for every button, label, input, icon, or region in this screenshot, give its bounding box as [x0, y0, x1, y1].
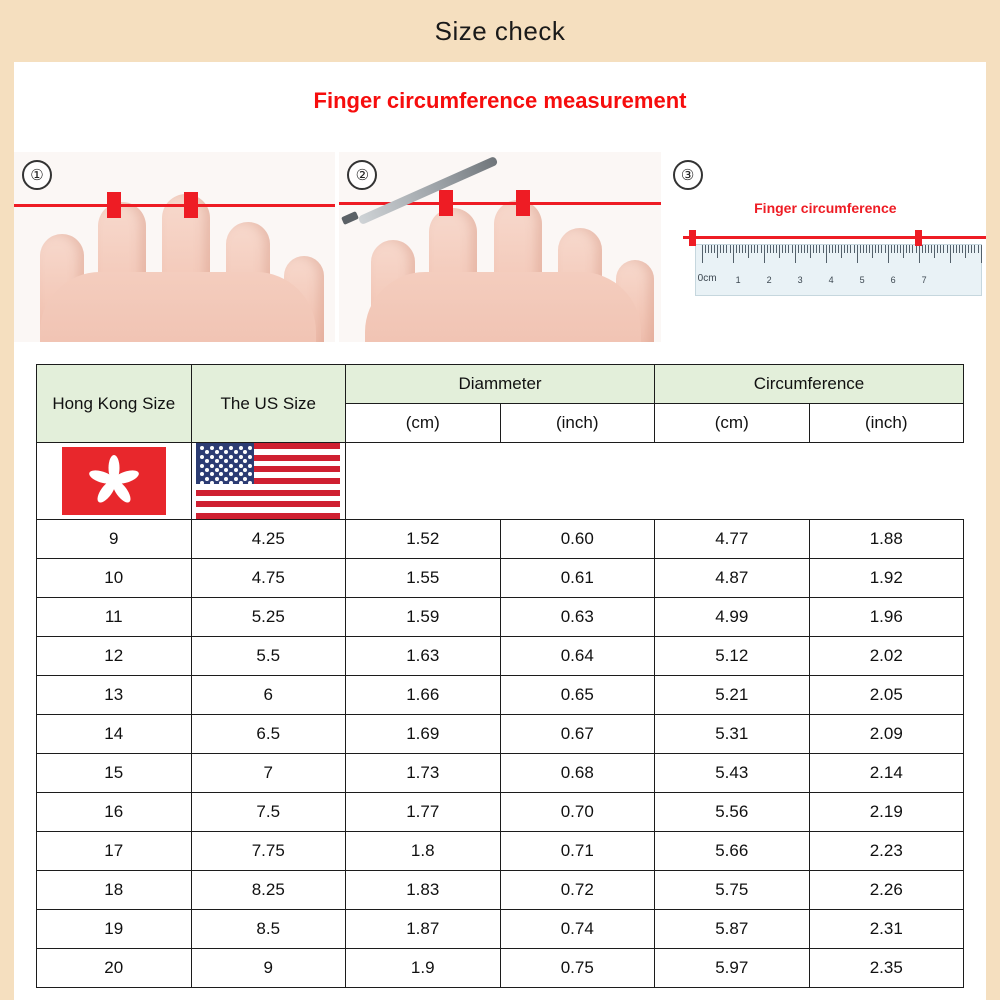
measure-line-1	[14, 204, 335, 207]
flag-star	[219, 446, 223, 450]
ruler-tick	[795, 245, 796, 263]
table-cell: 20	[37, 949, 192, 988]
us-flag-cell	[191, 443, 346, 520]
table-cell: 0.72	[500, 871, 655, 910]
ruler-tick	[764, 245, 765, 263]
table-cell: 9	[191, 949, 346, 988]
table-cell: 5.56	[655, 793, 810, 832]
flag-star	[248, 446, 252, 450]
table-cell: 2.14	[809, 754, 964, 793]
ruler-tick	[872, 245, 873, 258]
ruler-tick	[940, 245, 941, 253]
table-cell: 7	[191, 754, 346, 793]
measure-band-left-2	[439, 190, 453, 216]
table-cell: 0.74	[500, 910, 655, 949]
ruler-illustration	[665, 152, 986, 342]
header-diameter: Diammeter	[346, 365, 655, 404]
table-cell: 0.75	[500, 949, 655, 988]
flag-star	[239, 481, 243, 485]
table-cell: 12	[37, 637, 192, 676]
ruler-tick	[776, 245, 777, 253]
ruler-tick	[723, 245, 724, 253]
ruler-tick	[770, 245, 771, 253]
ruler-tick	[708, 245, 709, 253]
ruler-measure-line	[683, 236, 986, 239]
ruler-tick	[962, 245, 963, 253]
table-cell: 7.5	[191, 793, 346, 832]
flag-row-spacer	[346, 443, 964, 520]
section-subtitle: Finger circumference measurement	[313, 88, 687, 113]
header-circumference: Circumference	[655, 365, 964, 404]
ruler-tick	[925, 245, 926, 253]
ruler-tick	[857, 245, 858, 263]
table-row	[37, 520, 964, 559]
table-cell: 4.75	[191, 559, 346, 598]
unit-circumference-cm: (cm)	[655, 404, 810, 443]
ruler-tick	[804, 245, 805, 253]
flag-star	[215, 468, 219, 472]
ruler-number-label: 2	[766, 275, 772, 285]
ruler-tick	[974, 245, 975, 253]
table-cell: 0.65	[500, 676, 655, 715]
ruler-tick	[875, 245, 876, 253]
table-cell: 1.96	[809, 598, 964, 637]
ruler-tick	[838, 245, 839, 253]
flag-star	[229, 446, 233, 450]
unit-diameter-inch: (inch)	[500, 404, 655, 443]
flag-star	[210, 472, 214, 476]
ruler-number-label: 4	[828, 275, 834, 285]
table-row	[37, 949, 964, 988]
flag-star	[210, 481, 214, 485]
header-us-size: The US Size	[191, 365, 346, 443]
table-row	[37, 676, 964, 715]
united-states-flag-icon	[196, 443, 340, 519]
photo-step-3	[665, 152, 986, 342]
ruler-tick	[847, 245, 848, 253]
table-cell: 10	[37, 559, 192, 598]
table-cell: 0.64	[500, 637, 655, 676]
ruler-tick	[881, 245, 882, 253]
flag-star	[210, 464, 214, 468]
flag-star	[219, 472, 223, 476]
ruler-tick	[897, 245, 898, 253]
flag-star	[243, 459, 247, 463]
table-cell: 2.09	[809, 715, 964, 754]
table-cell: 1.83	[346, 871, 501, 910]
measure-band-left-1	[107, 192, 121, 218]
flag-star	[248, 472, 252, 476]
ruler-caption: Finger circumference	[754, 200, 897, 216]
flag-star	[234, 477, 238, 481]
flag-star	[248, 464, 252, 468]
ruler-tick	[826, 245, 827, 263]
ruler-tick	[919, 245, 920, 263]
table-cell: 1.55	[346, 559, 501, 598]
flag-star	[200, 446, 204, 450]
table-cell: 5.21	[655, 676, 810, 715]
ruler-tick	[773, 245, 774, 253]
photo-step-1	[14, 152, 335, 342]
ruler-tick	[745, 245, 746, 253]
ruler-tick	[754, 245, 755, 253]
size-table-body	[37, 520, 964, 988]
ruler-tick	[965, 245, 966, 258]
flag-star	[224, 459, 228, 463]
flag-star	[248, 455, 252, 459]
flag-star	[229, 455, 233, 459]
flag-star	[215, 450, 219, 454]
table-cell: 0.60	[500, 520, 655, 559]
ruler-tick	[978, 245, 979, 253]
table-cell: 5.31	[655, 715, 810, 754]
table-cell: 9	[37, 520, 192, 559]
ruler-tick	[823, 245, 824, 253]
ruler-tick	[788, 245, 789, 253]
ruler-tick	[950, 245, 951, 263]
table-row	[37, 793, 964, 832]
flag-star	[210, 446, 214, 450]
ruler-tick	[891, 245, 892, 253]
ruler-tick	[956, 245, 957, 253]
ruler-stop-left	[689, 230, 696, 246]
ruler-tick	[779, 245, 780, 258]
ruler-tick	[739, 245, 740, 253]
table-cell: 18	[37, 871, 192, 910]
table-cell: 4.87	[655, 559, 810, 598]
ruler-tick	[792, 245, 793, 253]
ruler-tick	[785, 245, 786, 253]
ruler-tick	[810, 245, 811, 258]
ruler-tick	[761, 245, 762, 253]
table-cell: 2.31	[809, 910, 964, 949]
table-cell: 0.63	[500, 598, 655, 637]
ruler-tick	[819, 245, 820, 253]
ruler-tick	[841, 245, 842, 258]
flag-star	[205, 477, 209, 481]
measurement-photo-strip	[14, 152, 986, 342]
ruler-tick	[807, 245, 808, 253]
ruler-number-label: 5	[859, 275, 865, 285]
table-cell: 5.66	[655, 832, 810, 871]
flag-star	[219, 464, 223, 468]
flag-star	[239, 455, 243, 459]
table-cell: 1.66	[346, 676, 501, 715]
ruler-tick	[934, 245, 935, 258]
ruler-body	[695, 244, 982, 296]
page-title: Size check	[434, 15, 566, 46]
table-cell: 5.87	[655, 910, 810, 949]
ruler-tick	[981, 245, 982, 263]
ruler-tick	[702, 245, 703, 263]
flag-star	[224, 450, 228, 454]
flag-star	[229, 481, 233, 485]
table-cell: 1.87	[346, 910, 501, 949]
ruler-tick	[863, 245, 864, 253]
flag-star	[200, 481, 204, 485]
ruler-tick	[906, 245, 907, 253]
flag-star	[205, 459, 209, 463]
ruler-tick	[878, 245, 879, 253]
ruler-number-label: 3	[797, 275, 803, 285]
table-cell: 5.75	[655, 871, 810, 910]
table-row	[37, 598, 964, 637]
ruler-tick	[832, 245, 833, 253]
ruler-stop-right	[915, 230, 922, 246]
table-cell: 2.35	[809, 949, 964, 988]
flag-star	[205, 468, 209, 472]
ruler-tick	[909, 245, 910, 253]
flag-star	[239, 464, 243, 468]
hand-illustration-1	[14, 152, 335, 342]
hand-illustration-2	[339, 152, 660, 342]
ruler-tick	[733, 245, 734, 263]
table-cell: 0.61	[500, 559, 655, 598]
table-cell: 11	[37, 598, 192, 637]
ruler-tick	[922, 245, 923, 253]
size-table	[36, 364, 964, 988]
ruler-tick	[931, 245, 932, 253]
ruler-tick	[767, 245, 768, 253]
table-cell: 19	[37, 910, 192, 949]
table-cell: 4.77	[655, 520, 810, 559]
ruler-number-label: 6	[890, 275, 896, 285]
ruler-number-label: 7	[921, 275, 927, 285]
ruler-tick	[888, 245, 889, 263]
flag-star	[239, 446, 243, 450]
table-cell: 1.88	[809, 520, 964, 559]
table-cell: 8.25	[191, 871, 346, 910]
table-cell: 17	[37, 832, 192, 871]
ruler-tick	[953, 245, 954, 253]
table-row	[37, 754, 964, 793]
ruler-tick	[894, 245, 895, 253]
photo-step-number-1: ①	[22, 160, 52, 190]
flag-star	[210, 455, 214, 459]
flag-star	[200, 472, 204, 476]
hong-kong-flag-icon	[62, 447, 166, 515]
table-cell: 1.8	[346, 832, 501, 871]
flag-stripe	[196, 513, 340, 519]
flag-star	[229, 472, 233, 476]
flag-star	[215, 477, 219, 481]
ruler-tick	[947, 245, 948, 253]
flag-star	[234, 459, 238, 463]
flag-star	[248, 481, 252, 485]
ruler-tick	[711, 245, 712, 253]
ruler-tick	[928, 245, 929, 253]
unit-circumference-inch: (inch)	[809, 404, 964, 443]
flag-star	[234, 468, 238, 472]
table-cell: 2.19	[809, 793, 964, 832]
ruler-tick	[943, 245, 944, 253]
ruler-tick	[714, 245, 715, 253]
ruler-tick	[844, 245, 845, 253]
flag-star	[200, 464, 204, 468]
ruler-tick	[748, 245, 749, 258]
flag-star	[224, 468, 228, 472]
ruler-tick	[916, 245, 917, 253]
ruler-tick	[869, 245, 870, 253]
flag-stripe	[196, 490, 340, 496]
flag-star	[205, 450, 209, 454]
flag-canton	[196, 443, 254, 484]
table-cell: 13	[37, 676, 192, 715]
flag-star	[229, 464, 233, 468]
flag-star	[234, 450, 238, 454]
table-cell: 0.68	[500, 754, 655, 793]
ruler-tick	[751, 245, 752, 253]
ruler-tick	[742, 245, 743, 253]
table-cell: 2.26	[809, 871, 964, 910]
table-row	[37, 832, 964, 871]
page-header	[0, 0, 1000, 62]
flag-star	[219, 455, 223, 459]
ruler-tick	[968, 245, 969, 253]
ruler-tick	[726, 245, 727, 253]
table-cell: 14	[37, 715, 192, 754]
ruler-tick	[850, 245, 851, 253]
table-header-row	[37, 365, 964, 404]
table-cell: 5.5	[191, 637, 346, 676]
ruler-tick	[829, 245, 830, 253]
unit-diameter-cm: (cm)	[346, 404, 501, 443]
ruler-tick	[866, 245, 867, 253]
flag-stripe	[196, 501, 340, 507]
table-cell: 6.5	[191, 715, 346, 754]
table-cell: 1.63	[346, 637, 501, 676]
table-cell: 1.52	[346, 520, 501, 559]
table-cell: 1.77	[346, 793, 501, 832]
table-cell: 16	[37, 793, 192, 832]
flag-star	[243, 477, 247, 481]
table-cell: 0.70	[500, 793, 655, 832]
ruler-tick	[971, 245, 972, 253]
ruler-tick	[757, 245, 758, 253]
ruler-tick	[717, 245, 718, 258]
ruler-tick	[730, 245, 731, 253]
ruler-tick	[937, 245, 938, 253]
table-cell: 15	[37, 754, 192, 793]
table-cell: 0.67	[500, 715, 655, 754]
size-table-container	[36, 364, 964, 988]
left-decorative-bar	[0, 0, 14, 1000]
ruler-tick	[885, 245, 886, 253]
table-row	[37, 910, 964, 949]
table-row	[37, 637, 964, 676]
right-decorative-bar	[986, 0, 1000, 1000]
ruler-tick	[860, 245, 861, 253]
table-row	[37, 715, 964, 754]
flag-star	[200, 455, 204, 459]
ruler-tick	[736, 245, 737, 253]
photo-step-number-3: ③	[673, 160, 703, 190]
ruler-tick	[835, 245, 836, 253]
header-hong-kong-size: Hong Kong Size	[37, 365, 192, 443]
table-cell: 2.02	[809, 637, 964, 676]
table-cell: 5.97	[655, 949, 810, 988]
table-cell: 2.23	[809, 832, 964, 871]
table-cell: 1.9	[346, 949, 501, 988]
flag-star	[224, 477, 228, 481]
measure-band-right-1	[184, 192, 198, 218]
table-row	[37, 559, 964, 598]
flag-star	[215, 459, 219, 463]
ruler-tick	[912, 245, 913, 253]
photo-step-number-2: ②	[347, 160, 377, 190]
flag-star	[239, 472, 243, 476]
table-cell: 8.5	[191, 910, 346, 949]
ruler-tick	[798, 245, 799, 253]
table-cell: 2.05	[809, 676, 964, 715]
ruler-number-label: 1	[735, 275, 741, 285]
table-cell: 0.71	[500, 832, 655, 871]
photo-step-2	[339, 152, 660, 342]
ruler-tick	[816, 245, 817, 253]
table-flag-row	[37, 443, 964, 520]
table-cell: 5.43	[655, 754, 810, 793]
ruler-tick	[813, 245, 814, 253]
ruler-tick	[801, 245, 802, 253]
ruler-tick	[854, 245, 855, 253]
flag-star	[243, 450, 247, 454]
ruler-tick	[900, 245, 901, 253]
table-cell: 1.59	[346, 598, 501, 637]
table-cell: 4.99	[655, 598, 810, 637]
flag-star	[243, 468, 247, 472]
measure-band-right-2	[516, 190, 530, 216]
table-cell: 5.25	[191, 598, 346, 637]
table-cell: 6	[191, 676, 346, 715]
table-cell: 1.69	[346, 715, 501, 754]
ruler-tick	[903, 245, 904, 258]
table-cell: 5.12	[655, 637, 810, 676]
flag-star	[219, 481, 223, 485]
ruler-tick	[720, 245, 721, 253]
table-cell: 1.73	[346, 754, 501, 793]
ruler-zero-label: 0cm	[697, 273, 717, 284]
table-cell: 1.92	[809, 559, 964, 598]
table-row	[37, 871, 964, 910]
table-cell: 7.75	[191, 832, 346, 871]
ruler-tick	[782, 245, 783, 253]
hong-kong-flag-cell	[37, 443, 192, 520]
ruler-tick	[959, 245, 960, 253]
table-cell: 4.25	[191, 520, 346, 559]
ruler-tick	[705, 245, 706, 253]
